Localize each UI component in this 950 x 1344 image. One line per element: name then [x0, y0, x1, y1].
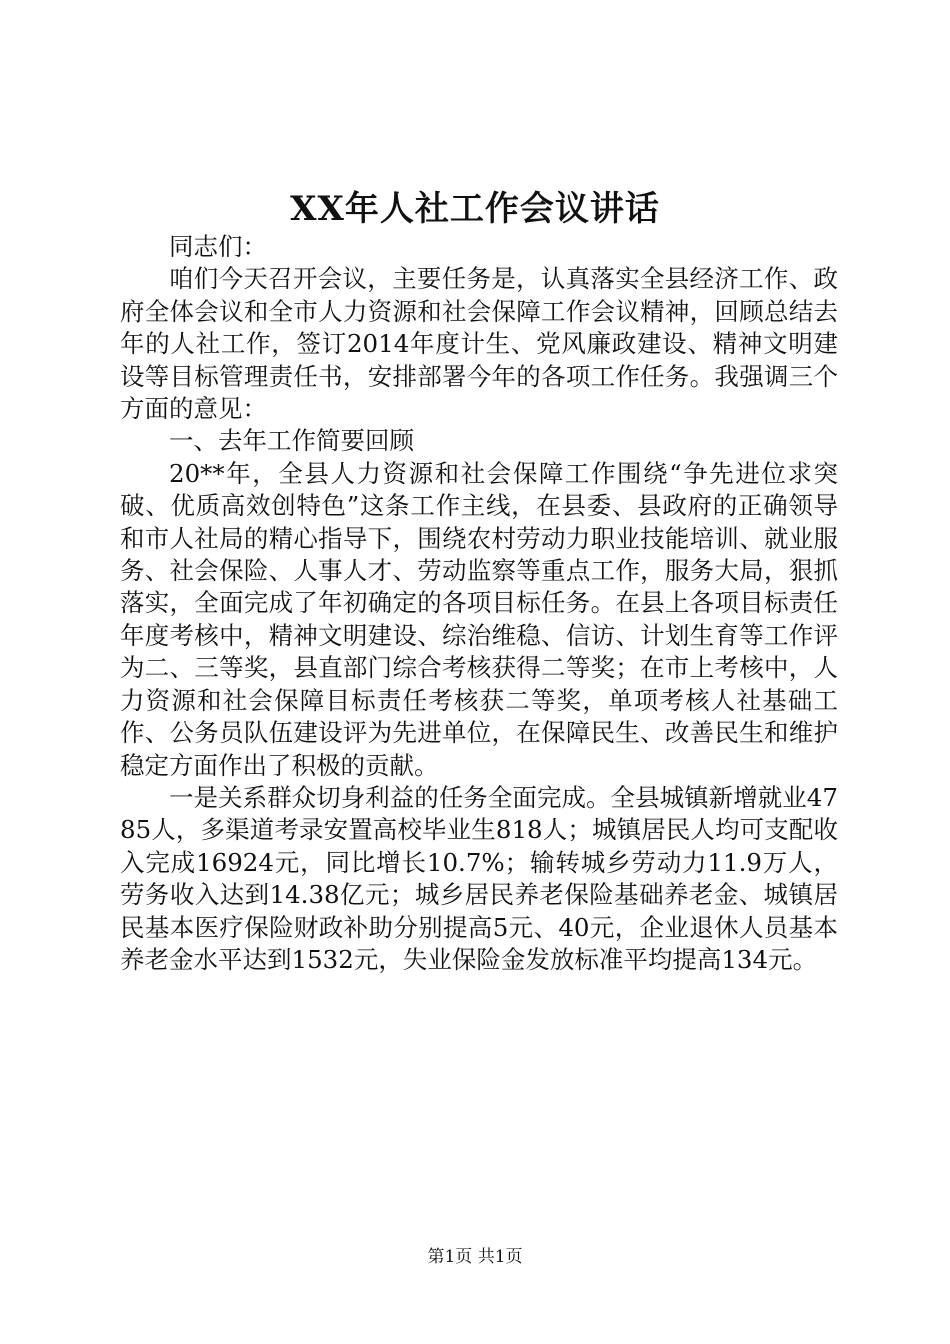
- review-paragraph: 20**年，全县人力资源和社会保障工作围绕“争先进位求突破、优质高效创特色”这条工作主线，在县委、县政府的正确领导和市人社局的精心指导下，围绕农村劳动力职业技能培训、就业服务、社会保险、人事人才、劳动监察等重点工作，服务大局，狠抓落实，全面完成了年初确定的各项目标任务。在县上各项目标责任年度考核中，精神文明建设、综治维稳、信访、计划生育等工作评为二、三等奖，县直部门综合考核获得二等奖；在市上考核中，人力资源和社会保障目标责任考核获二等奖，单项考核人社基础工作、公务员队伍建设评为先进单位，在保障民生、改善民生和维护稳定方面作出了积极的贡献。: [120, 458, 838, 780]
- document-body: [120, 231, 838, 976]
- document-title: XX年人社工作会议讲话: [290, 189, 660, 229]
- intro-paragraph: 咱们今天召开会议，主要任务是，认真落实全县经济工作、政府全体会议和全市人力资源和社会保障工作会议精神，回顾总结去年的人社工作，签订2014年度计生、党风廉政建设、精神文明建设等目标管理责任书，安排部署今年的各项工作任务。我强调三个方面的意见：: [120, 264, 838, 424]
- salutation: 同志们：: [169, 232, 267, 261]
- achievements-paragraph: 一是关系群众切身利益的任务全面完成。全县城镇新增就业4785人，多渠道考录安置高校毕业生818人；城镇居民人均可支配收入完成16924元，同比增长10.7%；输转城乡劳动力11.9万人，劳务收入达到14.38亿元；城乡居民养老保险基础养老金、城镇居民基本医疗保险财政补助分别提高5元、40元，企业退休人员基本养老金水平达到1532元，失业保险金发放标准平均提高134元。: [120, 782, 838, 974]
- section-heading: 一、去年工作简要回顾: [169, 426, 414, 456]
- page-footer: 第1页 共1页: [427, 1247, 523, 1267]
